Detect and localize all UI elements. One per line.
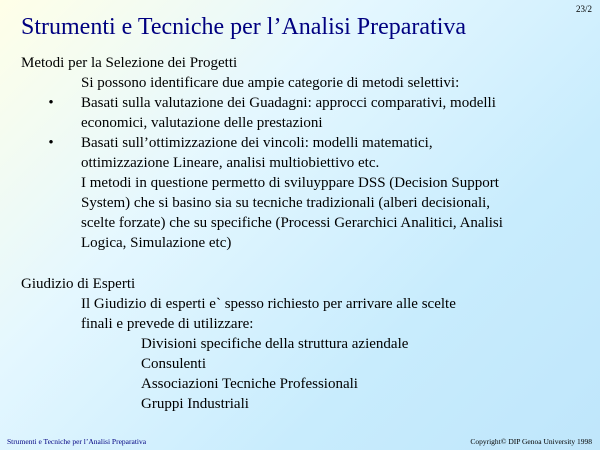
section-intro-line: Il Giudizio di esperti e` spesso richiesto per arrivare alle scelte — [81, 296, 456, 312]
bullet-item — [21, 133, 581, 173]
paragraph-line: System) che si basino sia su tecniche tradizionali (alberi decisionali, — [81, 195, 491, 211]
bullet-line: economici, valutazione delle prestazioni — [81, 115, 323, 131]
bullet-icon: • — [48, 95, 54, 111]
list-item: Consulenti — [141, 356, 207, 372]
section-heading: Giudizio di Esperti — [21, 276, 136, 292]
bullet-icon: • — [48, 135, 54, 151]
paragraph-line: I metodi in questione permetto di sviluyppare DSS (Decision Support — [81, 175, 499, 191]
bullet-line: ottimizzazione Lineare, analisi multiobiettivo etc. — [81, 155, 380, 171]
bullet-line: Basati sulla valutazione dei Guadagni: approcci comparativi, modelli — [81, 95, 496, 111]
list-item: Gruppi Industriali — [141, 396, 249, 412]
footer-copyright: Copyright© DIP Genoa University 1998 — [470, 437, 592, 446]
page-number: 23/2 — [575, 4, 592, 14]
paragraph-line: scelte forzate) che su specifiche (Processi Gerarchici Analitici, Analisi — [81, 215, 503, 231]
section-expert-judgment — [21, 274, 581, 414]
list-item: Associazioni Tecniche Professionali — [141, 376, 358, 392]
bullet-item — [21, 93, 581, 133]
bullet-text — [81, 93, 581, 133]
list-item: Divisioni specifiche della struttura aziendale — [141, 336, 409, 352]
bullet-line: Basati sull’ottimizzazione dei vincoli: modelli matematici, — [81, 135, 433, 151]
section-intro-line: finali e prevede di utilizzare: — [81, 316, 254, 332]
footer-title: Strumenti e Tecniche per l’Analisi Preparativa — [7, 437, 147, 446]
section-heading: Metodi per la Selezione dei Progetti — [21, 55, 238, 71]
section-selection-methods — [21, 53, 581, 253]
section-intro: Si possono identificare due ampie categorie di metodi selettivi: — [81, 75, 460, 91]
slide-content — [21, 53, 581, 414]
paragraph-line: Logica, Simulazione etc) — [81, 235, 232, 251]
slide-title: Strumenti e Tecniche per l’Analisi Preparativa — [21, 14, 467, 40]
bullet-text — [81, 133, 581, 173]
